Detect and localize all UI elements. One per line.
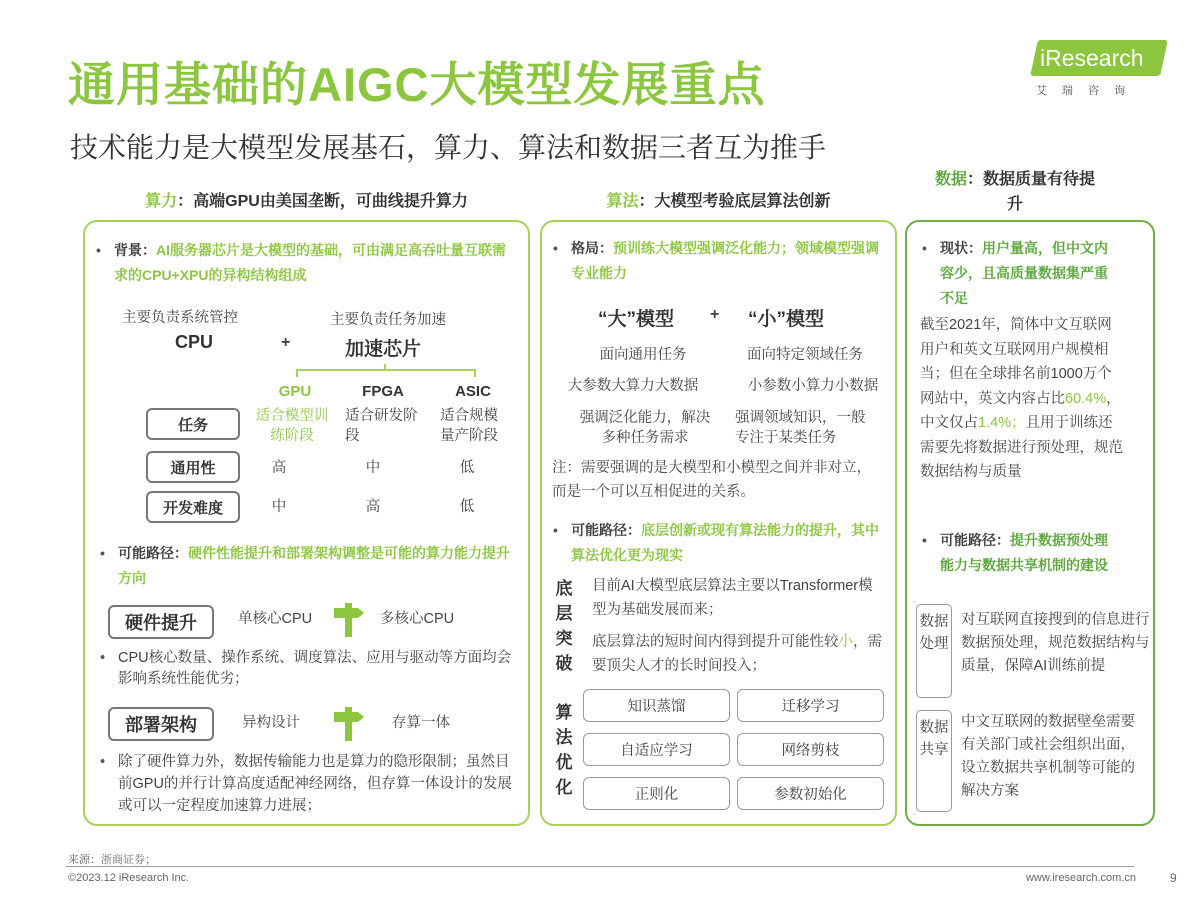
page-number: 9 <box>1170 871 1177 885</box>
website-link[interactable]: www.iresearch.com.cn <box>1025 872 1136 884</box>
acc-chip-label: 加速芯片 <box>345 339 422 360</box>
dep-to: 存算一体 <box>392 715 450 731</box>
big-row: 大参数大算力大数据 <box>567 378 699 394</box>
plus-sign: + <box>281 334 291 351</box>
compute-background: • 背景：AI服务器芯片是大模型的基础，可由满足高吞吐量互联需求的CPU+XPU的异构结构组成 <box>92 238 512 288</box>
algo-header: 算法：大模型考验底层算法创新 <box>606 193 831 210</box>
method-chip: 参数初始化 <box>737 777 884 810</box>
cell: 中 <box>365 460 381 476</box>
row-label-generality: 通用性 <box>146 451 240 483</box>
cell: 中 <box>271 499 287 515</box>
row-label-task: 任务 <box>146 408 240 440</box>
cell: 低 <box>459 460 475 476</box>
data-sharing-label: 数据共享 <box>916 710 952 812</box>
hw-from: 单核心CPU <box>238 611 313 627</box>
data-processing-label: 数据处理 <box>916 604 952 698</box>
method-chip: 正则化 <box>583 777 730 810</box>
data-paragraph: 截至2021年，简体中文互联网用户和英文互联网用户规模相当；但在全球排名前1000万个网站中，英文内容占比60.4%，中文仅占1.4%；且用于训练还需要先将数据进行预处理，规范数据结构与质量 <box>920 317 1123 480</box>
cell: 适合模型训练阶段 <box>255 408 329 444</box>
data-path: • 可能路径：提升数据预处理能力与数据共享机制的建设 <box>918 528 1118 578</box>
data-processing-text: 对互联网直接搜到的信息进行数据预处理，规范数据结构与质量，保障AI训练前提 <box>961 612 1150 674</box>
signpost-icon <box>334 707 364 741</box>
base-breakthrough-label: 底层突破 <box>555 579 573 673</box>
method-chip: 知识蒸馏 <box>583 689 730 722</box>
page-subtitle: 技术能力是大模型发展基石，算力、算法和数据三者互为推手 <box>70 132 827 163</box>
signpost-icon <box>334 603 364 637</box>
hw-to: 多核心CPU <box>380 611 455 627</box>
cell: 适合研发阶段 <box>345 408 418 444</box>
algo-path: • 可能路径：底层创新或现有算法能力的提升，其中算法优化更为现实 <box>549 518 879 568</box>
cpu-label: CPU <box>175 332 214 352</box>
dep-note: • 除了硬件算力外，数据传输能力也是算力的隐形限制；虽然目前GPU的并行计算高度适配神经网络，但存算一体设计的发展或可以一定程度加速算力进展； <box>96 751 520 817</box>
big-model-label: “大”模型 <box>598 309 675 330</box>
plus-sign: + <box>710 306 720 323</box>
algo-pattern: • 格局：预训练大模型强调泛化能力；领域模型强调专业能力 <box>549 236 879 286</box>
data-sharing-text: 中文互联网的数据壁垒需要有关部门或社会组织出面，设立数据共享机制等可能的解决方案 <box>961 714 1135 799</box>
data-header: 数据：数据质量有待提升 <box>934 171 1096 213</box>
copyright: ©2023.12 iResearch Inc. <box>68 872 190 884</box>
iresearch-logo <box>1030 40 1166 98</box>
chip-asic: ASIC <box>455 383 491 400</box>
method-chip: 自适应学习 <box>583 733 730 766</box>
method-chip: 网络剪枝 <box>737 733 884 766</box>
base-text: 目前AI大模型底层算法主要以Transformer模型为基础发展而来； <box>592 578 873 618</box>
cell: 高 <box>365 499 381 515</box>
source-note: 来源：浙商证券； <box>68 854 156 866</box>
logo-text: iResearch <box>1040 45 1144 71</box>
cell: 低 <box>459 499 475 515</box>
small-model-label: “小”模型 <box>748 309 825 330</box>
footer-divider <box>66 866 1134 867</box>
small-row: 小参数小算力小数据 <box>747 378 879 394</box>
compute-header: 算力：高端GPU由美国垄断，可曲线提升算力 <box>145 193 468 210</box>
algo-note: 注：需要强调的是大模型和小模型之间并非对立，而是一个可以互相促进的关系。 <box>552 460 871 500</box>
hw-upgrade-label: 硬件提升 <box>108 605 214 639</box>
cpu-desc: 主要负责系统管控 <box>122 310 238 326</box>
chip-gpu: GPU <box>278 383 312 400</box>
data-status: • 现状：用户量高，但中文内容少，且高质量数据集严重不足 <box>918 236 1118 311</box>
cell: 适合规模量产阶段 <box>440 408 498 444</box>
small-row: 面向特定领域任务 <box>747 347 863 363</box>
dep-from: 异构设计 <box>242 715 300 731</box>
big-row: 面向通用任务 <box>599 347 687 363</box>
chip-fpga: FPGA <box>362 383 404 400</box>
algo-optimization-label: 算法优化 <box>555 703 573 797</box>
small-row: 强调领域知识，一般专注于某类任务 <box>735 410 866 446</box>
page-title: 通用基础的AIGC大模型发展重点 <box>68 58 766 111</box>
row-label-difficulty: 开发难度 <box>146 491 240 523</box>
acc-desc: 主要负责任务加速 <box>330 312 446 328</box>
compute-path: • 可能路径：硬件性能提升和部署架构调整是可能的算力能力提升方向 <box>96 541 516 591</box>
deploy-arch-label: 部署架构 <box>108 707 214 741</box>
big-row: 强调泛化能力，解决多种任务需求 <box>579 410 711 446</box>
logo-cn: 艾 瑞 咨 询 <box>1036 85 1132 97</box>
base-text-2: 底层算法的短时间内得到提升可能性较小，需要顶尖人才的长时间投入； <box>592 634 882 674</box>
bracket-stem <box>384 364 386 370</box>
hw-note: • CPU核心数量、操作系统、调度算法、应用与驱动等方面均会影响系统性能优劣； <box>96 648 516 690</box>
bracket-line <box>296 369 476 377</box>
cell: 高 <box>271 460 287 476</box>
method-chip: 迁移学习 <box>737 689 884 722</box>
